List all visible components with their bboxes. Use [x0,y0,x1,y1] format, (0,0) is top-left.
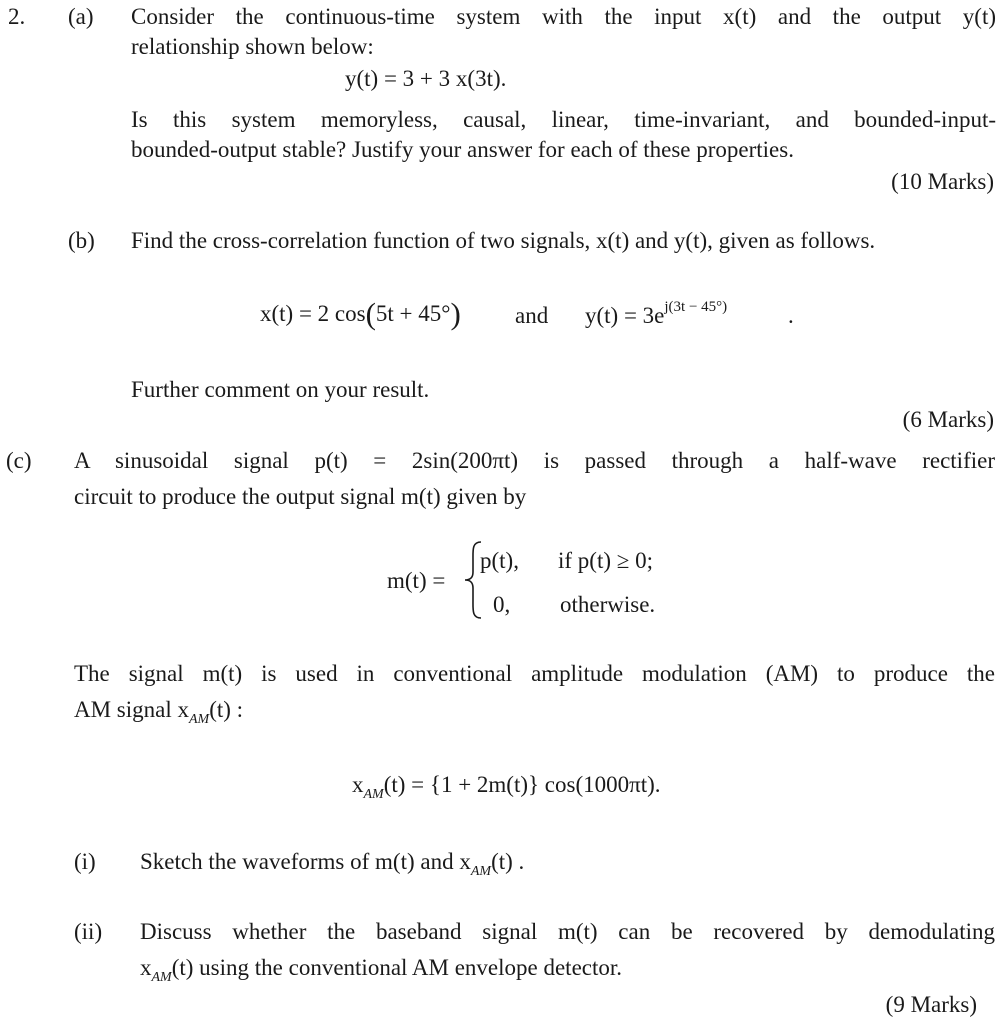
case2-value: 0, [493,592,511,617]
part-c-i-label: (i) [74,849,96,874]
part-c-i-text [140,847,524,881]
part-c-i-sub: AM [470,864,492,879]
am-line1: The signal m(t) is used in conventional amplitude modulation (AM) to produce the [74,661,995,686]
part-b-y-exponent: j(3t − 45°) [664,299,728,315]
am-line2-sub: AM [189,712,210,727]
xam-rhs: (t) = {1 + 2m(t)} cos(1000πt). [383,772,661,797]
left-paren: ( [365,296,376,331]
case2-condition: otherwise. [560,592,656,617]
part-c-ii-line1: Discuss whether the baseband signal m(t) can be recovered by demodulating [140,919,995,944]
part-b-x-lhs: x(t) = 2 cos [260,301,366,326]
part-c-marks: (9 Marks) [885,992,977,1017]
part-a-eq-lhs: y(t) = 3 + 3 x [345,66,468,91]
part-a-eq-end: . [500,66,507,91]
part-a-question-line1: Is this system memoryless, causal, linear, time-invariant, and bounded-input- [131,107,996,132]
part-c-label: (c) [6,448,32,473]
xam-lhs: x [352,772,364,797]
part-c-line2: circuit to produce the output signal m(t) given by [74,484,527,509]
part-b-y-lhs: y(t) = 3e [585,303,665,328]
part-a-marks: (10 Marks) [891,169,994,194]
xam-sub: AM [363,787,384,802]
part-b-label: (b) [68,228,95,253]
part-b-x-equation [260,298,461,329]
question-number: 2. [8,4,26,29]
part-c-i-main: Sketch the waveforms of m(t) and x [140,849,471,874]
part-c-ii-label: (ii) [74,919,103,944]
part-b-line1: Find the cross-correlation function of two signals, x(t) and y(t), given as follows. [131,228,876,253]
part-c-i-end: (t) . [491,849,525,874]
part-b-dot: . [788,303,794,328]
part-c-ii-sub: AM [151,970,172,985]
am-line2-end: (t) : [209,697,244,722]
part-c-ii-line2 [140,953,622,987]
part-c-ii-end: (t) using the conventional AM envelope detector. [171,955,623,980]
part-b-comment: Further comment on your result. [131,377,430,402]
part-a-equation [345,64,506,94]
am-line2 [74,695,243,729]
part-a-label: (a) [68,4,94,29]
part-b-and: and [515,303,549,328]
part-b-marks: (6 Marks) [902,407,994,432]
right-paren: ) [450,296,461,331]
part-a-question-line2: bounded-output stable? Justify your answer for each of these properties. [131,137,794,162]
part-b-x-arg: 5t + 45° [375,301,451,326]
case1-value: p(t), [480,548,519,573]
part-c-line1: A sinusoidal signal p(t) = 2sin(200πt) is passed through a half-wave rectifier [74,448,995,473]
part-c-ii-x: x [140,955,152,980]
part-b-y-equation [585,298,727,331]
m-equation-lhs: m(t) = [387,568,446,593]
am-line2-text: AM signal x [74,697,189,722]
part-a-line1: Consider the continuous-time system with the input x(t) and the output y(t) [131,4,996,29]
part-a-eq-arg: (3t) [467,66,501,91]
xam-equation [352,770,661,804]
case1-condition: if p(t) ≥ 0; [558,548,654,573]
part-a-line2: relationship shown below: [131,34,374,59]
